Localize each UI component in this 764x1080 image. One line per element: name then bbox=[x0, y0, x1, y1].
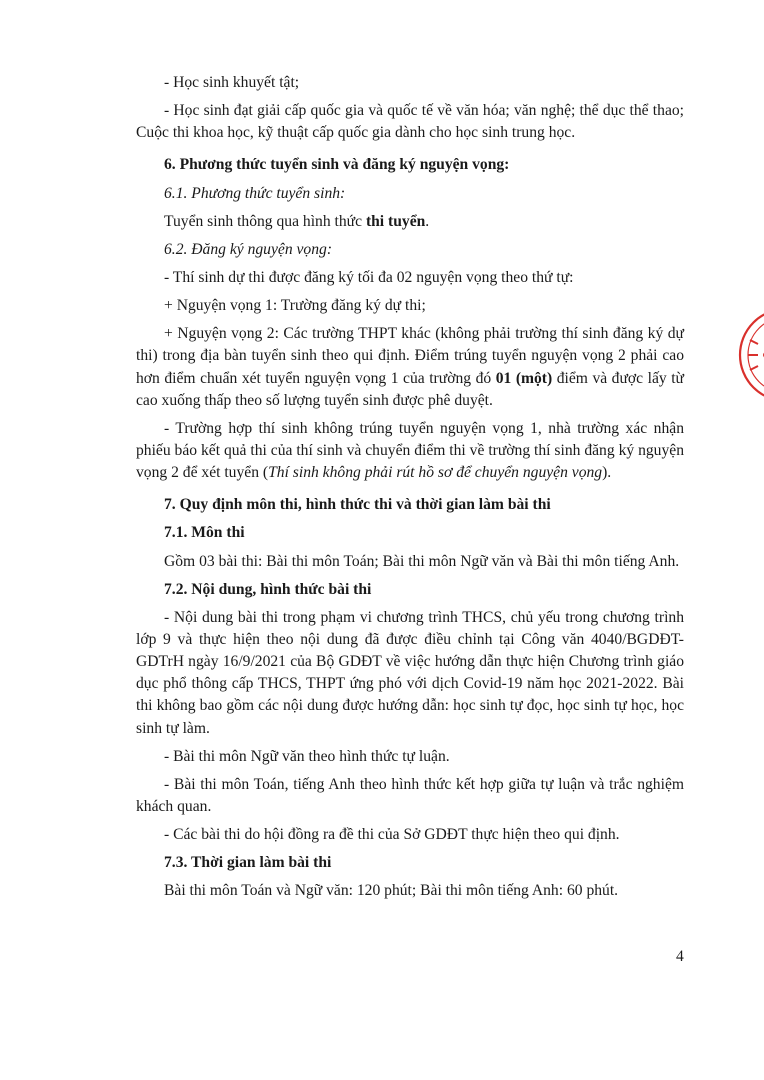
paragraph-7-2-b: - Bài thi môn Ngữ văn theo hình thức tự luận. bbox=[164, 747, 450, 765]
paragraph-6-2-d-end: ). bbox=[602, 464, 612, 482]
paragraph-6-1-end: . bbox=[425, 212, 430, 230]
paragraph-6-2-d-italic: Thí sinh không phải rút hồ sơ để chuyển nguyện vọng bbox=[268, 464, 603, 482]
paragraph-7-2-a: - Nội dung bài thi trong phạm vi chương trình THCS, chủ yếu trong chương trình lớp 9 và thực hiện theo nội dung đã được điều chỉnh tại Công văn 4040/BGDĐT-GDTrH ngày 16/9/2021 của Bộ GDĐT về việc hướng dẫn thực hiện Chương trình giáo dục phổ thông cấp THCS, THPT ứng phó với dịch Covid-19 năm học 2021-2022. Bài thi không bao gồm các nội dung được hướng dẫn: học sinh tự đọc, học sinh tự học, học sinh tự làm. bbox=[136, 608, 684, 737]
document-body bbox=[136, 72, 684, 903]
bullet-award-students: - Học sinh đạt giải cấp quốc gia và quốc tế về văn hóa; văn nghệ; thể dục thể thao; Cuộc thi khoa học, kỹ thuật cấp quốc gia dành cho học sinh trung học. bbox=[136, 102, 684, 142]
page-number: 4 bbox=[676, 948, 684, 965]
bullet-disabled-students: - Học sinh khuyết tật; bbox=[164, 74, 300, 91]
subsection-7-2-heading: 7.2. Nội dung, hình thức bài thi bbox=[164, 580, 372, 598]
paragraph-7-2-c: - Bài thi môn Toán, tiếng Anh theo hình thức kết hợp giữa tự luận và trắc nghiệm khách quan. bbox=[136, 775, 684, 815]
paragraph-6-2-c bbox=[136, 323, 684, 412]
paragraph-6-2-d-text: - Trường hợp thí sinh không trúng tuyển nguyện vọng 1, nhà trường xác nhận phiếu báo kết quả thi của thí sinh và chuyển điểm thi về trường thí sinh đăng ký nguyện vọng 2 để xét tuyển ( bbox=[136, 419, 684, 482]
section-6-heading: 6. Phương thức tuyển sinh và đăng ký nguyện vọng: bbox=[164, 156, 510, 174]
paragraph-6-2-c-bold: 01 (một) bbox=[495, 369, 553, 387]
subsection-7-3-heading: 7.3. Thời gian làm bài thi bbox=[164, 854, 332, 872]
paragraph-7-1: Gồm 03 bài thi: Bài thi môn Toán; Bài thi môn Ngữ văn và Bài thi môn tiếng Anh. bbox=[164, 552, 680, 570]
red-seal-stamp-icon bbox=[736, 300, 764, 410]
paragraph-6-2-b: + Nguyện vọng 1: Trường đăng ký dự thi; bbox=[164, 297, 426, 315]
subsection-6-2-heading: 6.2. Đăng ký nguyện vọng: bbox=[164, 240, 333, 258]
section-7-heading: 7. Quy định môn thi, hình thức thi và thời gian làm bài thi bbox=[164, 496, 551, 514]
paragraph-6-1-text: Tuyển sinh thông qua hình thức bbox=[164, 212, 366, 230]
paragraph-6-2-c-text: + Nguyện vọng 2: Các trường THPT khác (không phải trường thí sinh đăng ký dự thi) trong địa bàn tuyển sinh theo qui định. Điểm trúng tuyển nguyện vọng 2 phải cao hơn điểm chuẩn xét tuyển nguyện vọng 1 của trường đó bbox=[136, 325, 684, 387]
subsection-6-1-heading: 6.1. Phương thức tuyển sinh: bbox=[164, 184, 346, 202]
paragraph-7-3: Bài thi môn Toán và Ngữ văn: 120 phút; Bài thi môn tiếng Anh: 60 phút. bbox=[164, 882, 619, 900]
paragraph-6-2-c-end: điểm và được lấy từ cao xuống thấp theo số lượng tuyển sinh được phê duyệt. bbox=[136, 369, 684, 409]
paragraph-6-2-d bbox=[136, 418, 684, 484]
subsection-7-1-heading: 7.1. Môn thi bbox=[164, 524, 245, 542]
paragraph-6-1-bold: thi tuyển bbox=[365, 212, 426, 230]
paragraph-7-2-d: - Các bài thi do hội đồng ra đề thi của Sở GDĐT thực hiện theo qui định. bbox=[164, 826, 620, 844]
paragraph-6-1 bbox=[136, 211, 684, 233]
paragraph-6-2-a: - Thí sinh dự thi được đăng ký tối đa 02 nguyện vọng theo thứ tự: bbox=[164, 268, 574, 286]
